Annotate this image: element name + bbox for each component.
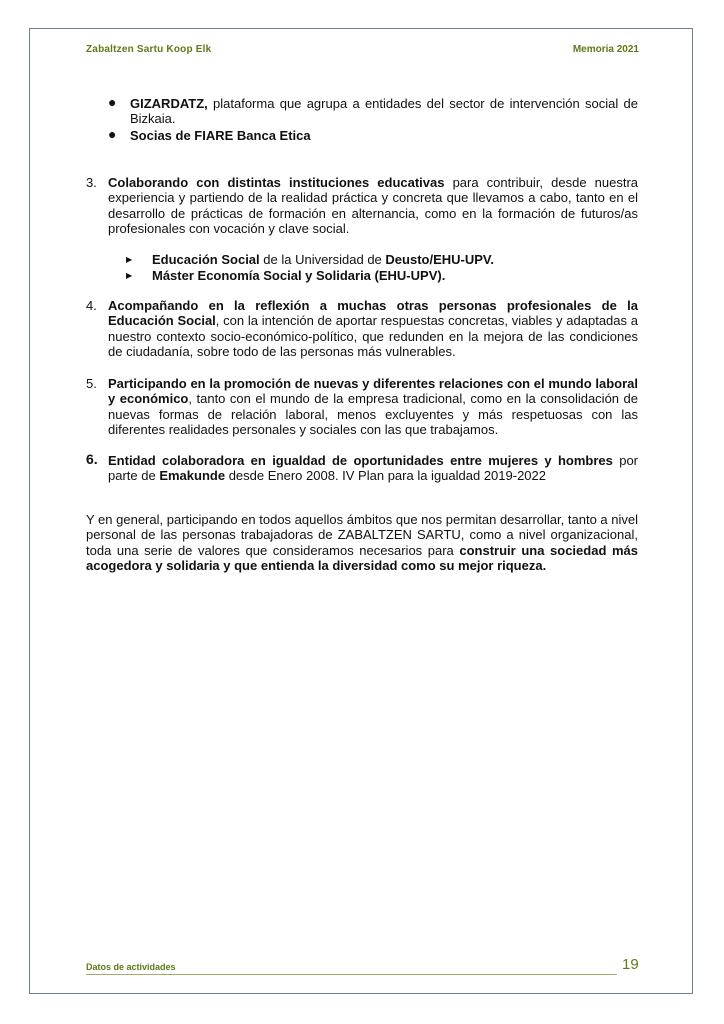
item-text: por parte de bbox=[108, 453, 638, 484]
item-bold: Acompañando en la reflexión a muchas otras personas profesionales de la Educación Social bbox=[108, 298, 638, 329]
item-number: 3. bbox=[86, 175, 97, 190]
header-report-title: Memoria 2021 bbox=[572, 44, 639, 55]
item-bold: Colaborando con distintas instituciones educativas bbox=[108, 175, 445, 190]
item-text: para contribuir, desde nuestra experiencia y partiendo de la realidad práctica y concreta que llevamos a cabo, tanto en el desarrollo de prácticas de formación en alternancia, como en la formación de futuros/as profesionales con vocación y clave social. bbox=[108, 175, 639, 237]
item-text: desde Enero 2008. IV Plan para la igualdad 2019-2022 bbox=[225, 468, 546, 484]
closing-paragraph bbox=[86, 512, 638, 574]
numbered-item-6 bbox=[86, 453, 638, 484]
sub-item-bold: Educación Social bbox=[152, 252, 260, 267]
bullet-dot-icon: ● bbox=[108, 94, 117, 110]
bullet-dot-icon: ● bbox=[108, 126, 117, 142]
numbered-item-3 bbox=[86, 175, 638, 237]
item-bold: Emakunde bbox=[159, 468, 226, 484]
numbered-item-5 bbox=[86, 376, 638, 438]
bullet-item bbox=[108, 96, 638, 127]
sub-item-bold: Máster Economía Social y Solidaria (EHU-UPV). bbox=[152, 268, 446, 283]
arrow-bullet-icon: ▶ bbox=[126, 271, 133, 280]
sub-item bbox=[126, 252, 606, 267]
item-number: 4. bbox=[86, 298, 97, 313]
bullet-text: plataforma que agrupa a entidades del sector de intervención social de Bizkaia. bbox=[130, 96, 638, 127]
footer-divider bbox=[86, 974, 617, 975]
arrow-bullet-icon: ▶ bbox=[126, 255, 133, 264]
bullet-bold: GIZARDATZ, bbox=[130, 96, 208, 111]
bullet-item bbox=[108, 128, 638, 143]
item-bold: Participando en la promoción de nuevas y diferentes relaciones con el mundo laboral y económico bbox=[108, 376, 638, 407]
sub-item-text: de la Universidad de bbox=[259, 252, 386, 267]
item-text: , tanto con el mundo de la empresa tradicional, como en la consolidación de nuevas formas de relación laboral, menos excluyentes y más respetuosas con las diferentes realidades personales y sociales con las que trabajamos. bbox=[108, 391, 639, 438]
page-number: 19 bbox=[622, 956, 639, 973]
sub-item-bold: Deusto/EHU-UPV. bbox=[385, 252, 495, 267]
numbered-item-4 bbox=[86, 298, 638, 360]
bullet-bold: Socias de FIARE Banca Etica bbox=[130, 128, 311, 143]
sub-item bbox=[126, 268, 606, 283]
page-border bbox=[29, 28, 693, 994]
item-number: 5. bbox=[86, 376, 97, 391]
item-text: , con la intención de aportar respuestas concretas, viables y adaptadas a nuestro contexto socio-económico-político, que redunden en la mejora de las condiciones de ciudadanía, sobre todo de las personas más vulnerables. bbox=[108, 313, 638, 360]
closing-text: Y en general, participando en todos aquellos ámbitos que nos permitan desarrollar, tanto a nivel personal de las personas trabajadoras de ZABALTZEN SARTU, como a nivel organizacional, toda una serie de valores que consideramos necesarios para bbox=[86, 512, 638, 558]
footer-section-title: Datos de actividades bbox=[86, 962, 176, 972]
item-bold: Entidad colaboradora en igualdad de oportunidades entre mujeres y hombres bbox=[108, 453, 613, 468]
item-number: 6. bbox=[86, 451, 98, 467]
closing-bold: construir una sociedad más acogedora y solidaria y que entienda la diversidad como su mejor riqueza. bbox=[86, 542, 638, 574]
header-organization: Zabaltzen Sartu Koop Elk bbox=[86, 44, 212, 55]
